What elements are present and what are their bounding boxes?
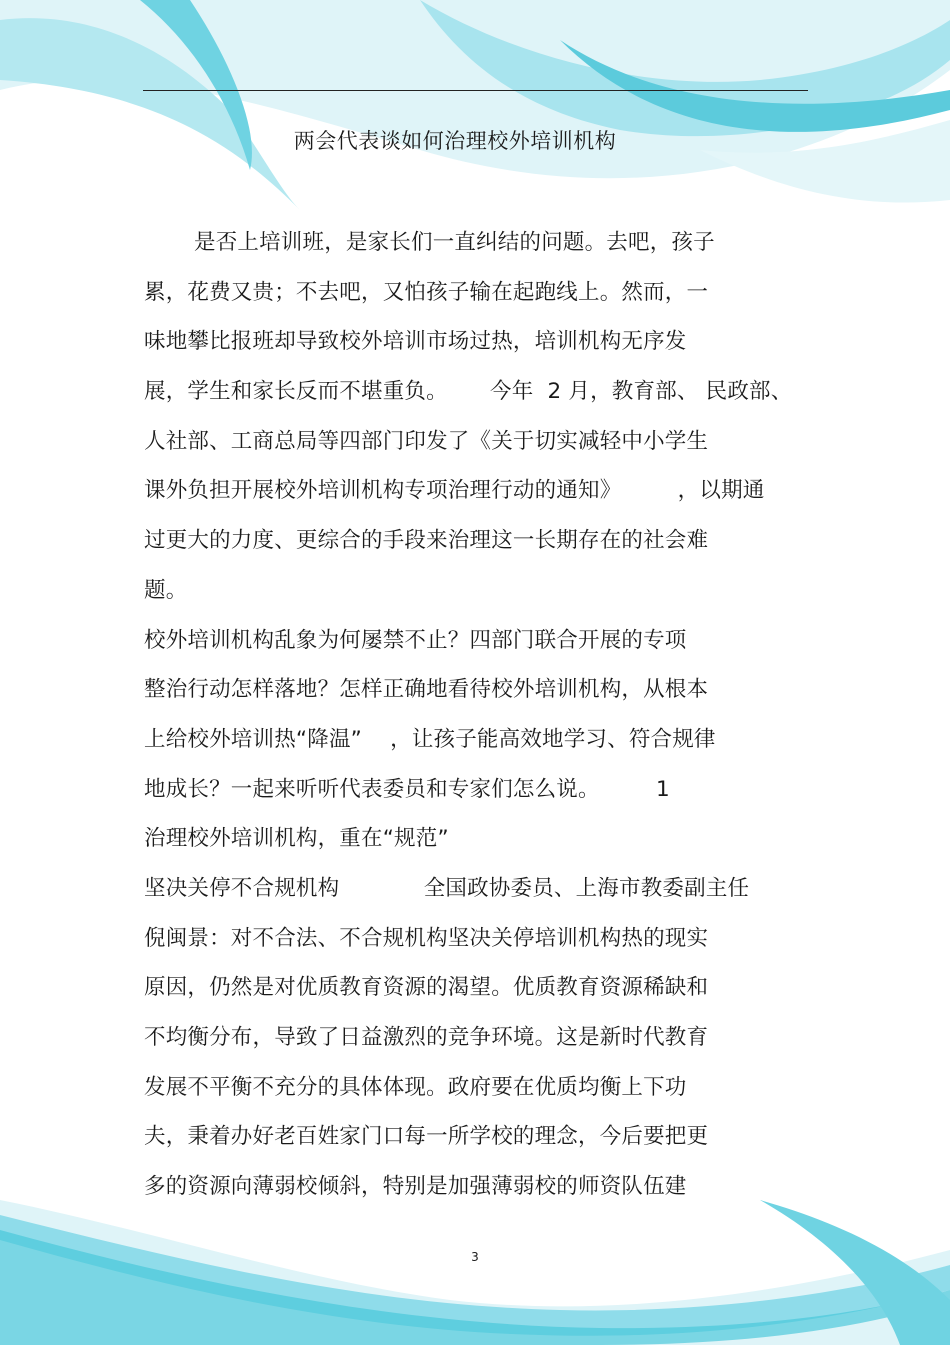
text-line: 原因，仍然是对优质教育资源的渴望。优质教育资源稀缺和 (144, 975, 709, 1001)
text-line: 展，学生和家长反而不堪重负。 今年 2 月，教育部、 民政部、 (144, 379, 793, 405)
header-rule (143, 90, 808, 91)
text-line: 人社部、工商总局等四部门印发了《关于切实减轻中小学生 (144, 428, 709, 454)
text-line: 课外负担开展校外培训机构专项治理行动的通知》 ，以期通 (144, 478, 765, 504)
text-line: 地成长？一起来听听代表委员和专家们怎么说。 1 (144, 776, 670, 802)
text-line: 累，花费又贵；不去吧，又怕孩子输在起跑线上。然而，一 (144, 279, 709, 305)
document-title: 两会代表谈如何治理校外培训机构 (293, 129, 617, 153)
page-number: 3 (471, 1250, 479, 1264)
text-line: 不均衡分布，导致了日益激烈的竞争环境。这是新时代教育 (144, 1025, 709, 1050)
document-body (144, 225, 824, 1219)
text-line: 上给校外培训热“降温” ，让孩子能高效地学习、符合规律 (144, 726, 716, 752)
text-line: 倪闽景：对不合法、不合规机构坚决关停培训机构热的现实 (144, 925, 709, 951)
text-line: 多的资源向薄弱校倾斜，特别是加强薄弱校的师资队伍建 (144, 1174, 687, 1200)
text-line: 校外培训机构乱象为何屡禁不止？四部门联合开展的专项 (144, 627, 687, 653)
text-line: 过更大的力度、更综合的手段来治理这一长期存在的社会难 (144, 528, 709, 554)
text-line: 题。 (144, 577, 188, 603)
text-line: 味地攀比报班却导致校外培训市场过热，培训机构无序发 (144, 329, 687, 355)
text-line: 整治行动怎样落地？怎样正确地看待校外培训机构，从根本 (144, 677, 709, 703)
text-line: 坚决关停不合规机构 全国政协委员、上海市教委副主任 (144, 875, 750, 901)
text-line: 夫，秉着办好老百姓家门口每一所学校的理念，今后要把更 (144, 1124, 709, 1150)
section-heading: 治理校外培训机构，重在“规范” (144, 826, 449, 852)
text-line: 发展不平衡不充分的具体体现。政府要在优质均衡上下功 (144, 1074, 687, 1100)
text-line: 是否上培训班，是家长们一直纠结的问题。去吧，孩子 (194, 230, 715, 255)
